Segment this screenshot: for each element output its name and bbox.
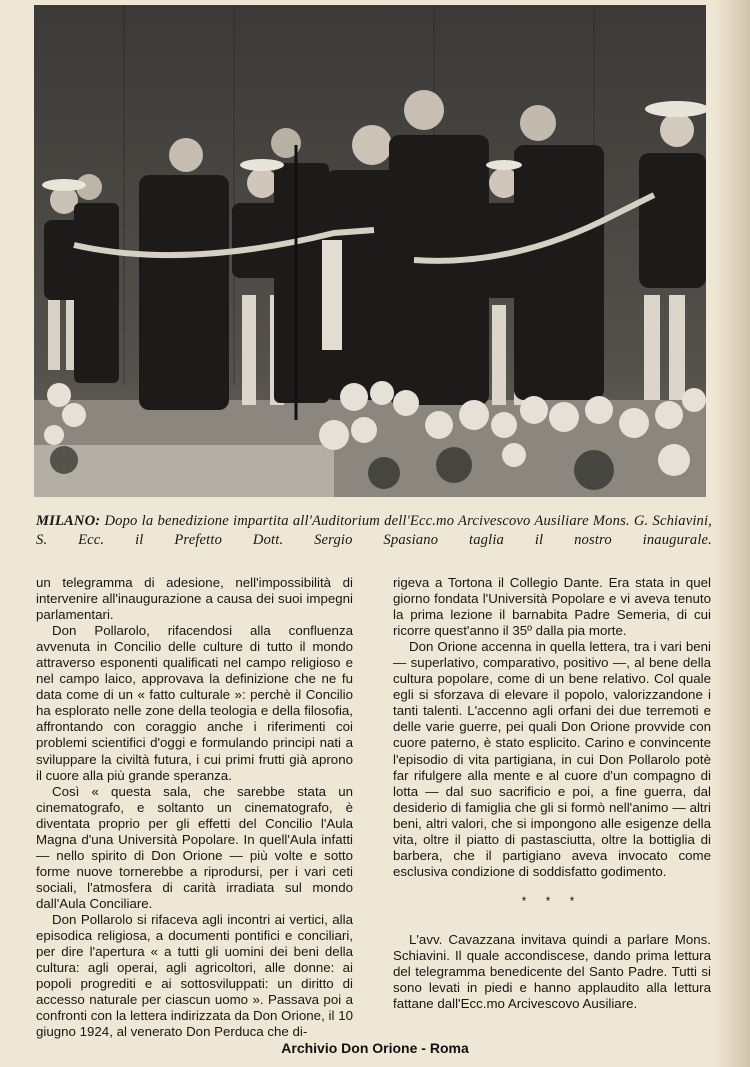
caption-text: Dopo la benedizione impartita all'Auditorium dell'Ecc.mo Arcivescovo Ausiliare Mons. G. Schiavini, S. Ecc. il Prefetto Dott. Sergio Spasiano taglia il nostro inaugurale.: [36, 513, 712, 548]
paragraph: Don Orione accenna in quella lettera, tra i vari beni — superlativo, comparativo, positivo —, al bene della cultura popolare, come di un bene relativo. Col quale egli si sforzava di elevare il popolo, valorizzandone i tanti talenti. L'accenno agli orfani dei due terremoti e delle varie guerre, pei quali Don Orione provvide con cuore paterno, è stato esplicito. Carino e convincente l'episodio di vita partigiana, in cui Don Pollarolo potè far rifulgere alla mente e al cuore d'un compagno di lotta — dal suo sacrificio e poi, a fine guerra, dal desiderio di famiglia che gli si formò nell'animo — altri beni, altri valori, che si impongono alle esigenze della vita, oltre il piatto di pastasciutta, oltre la bottiglia di barbera, che il partigiano aveva invocato come esclusiva condizione di soddisfatto godimento.: [393, 639, 711, 879]
paragraph: Don Pollarolo si rifaceva agli incontri ai vertici, alla episodica religiosa, a documenti pontifici e conciliari, per dire l'apertura « a tutti gli uomini dei beni della cultura: agli operai, agli agricoltori, alle donne: ai popoli progrediti e ai sottosviluppati: un diritto di accesso naturale per ciascun uomo ». Passava poi a confronti con la lettera indirizzata da Don Orione, il 10 giugno 1924, al venerato Don Perduca che di-: [36, 911, 353, 1040]
paragraph: L'avv. Cavazzana invitava quindi a parlare Mons. Schiavini. Il quale accondiscese, dando prima lettura del telegramma benedicente del Santo Padre. Tutti si sono levati in piedi e hanno applaudito alla lettura fattane dall'Ecc.mo Arcivescovo Ausiliare.: [393, 931, 711, 1012]
paragraph: un telegramma di adesione, nell'impossibilità di intervenire all'inaugurazione a causa dei suoi impegni parlamentari.: [36, 575, 353, 623]
ceremony-photo: [34, 5, 706, 497]
photo-caption: [36, 512, 712, 550]
paragraph: Don Pollarolo, rifacendosi alla confluenza avvenuta in Concilio delle culture di tutto il mondo attraverso esponenti qualificati nel campo religioso e nel campo laico, approvava la definizione che ne fu data come di un « fatto culturale »: perchè il Concilio ha esplorato nelle zone della teologia e della filosofia, affrontando con coraggio anche i riferimenti coi problemi scientifici d'oggi e formulando principi nati a sviluppare la civiltà futura, i cui primi frutti già aprono il cuore alla più grande speranza.: [36, 623, 353, 783]
paragraph: rigeva a Tortona il Collegio Dante. Era stata in quel giorno fondata l'Università Popolare e vi aveva tenuto la prima lezione il barnabita Padre Semeria, di cui ricorre quest'anno il 35º dalla pia morte.: [393, 575, 711, 639]
left-column: [36, 575, 353, 1040]
archive-footer: Archivio Don Orione - Roma: [281, 1040, 469, 1056]
caption-place: MILANO:: [36, 513, 101, 529]
paragraph: Così « questa sala, che sarebbe stata un cinematografo, e soltanto un cinematografo, è diventata proprio per gli effetti del Concilio l'Aula Magna d'una Università Popolare. In quell'Aula infatti — nello spirito di Don Orione — più volte e sotto forme nuove tornerebbe a riprodursi, per i vari ceti sociali, l'atmosfera di carità irradiata sul mondo dall'Aula Conciliare.: [36, 783, 353, 911]
photo-ribbon-cutting-icon: [34, 5, 706, 497]
section-separator: * * *: [521, 893, 583, 908]
right-column: [393, 575, 711, 1012]
page-edge: [714, 0, 750, 1067]
